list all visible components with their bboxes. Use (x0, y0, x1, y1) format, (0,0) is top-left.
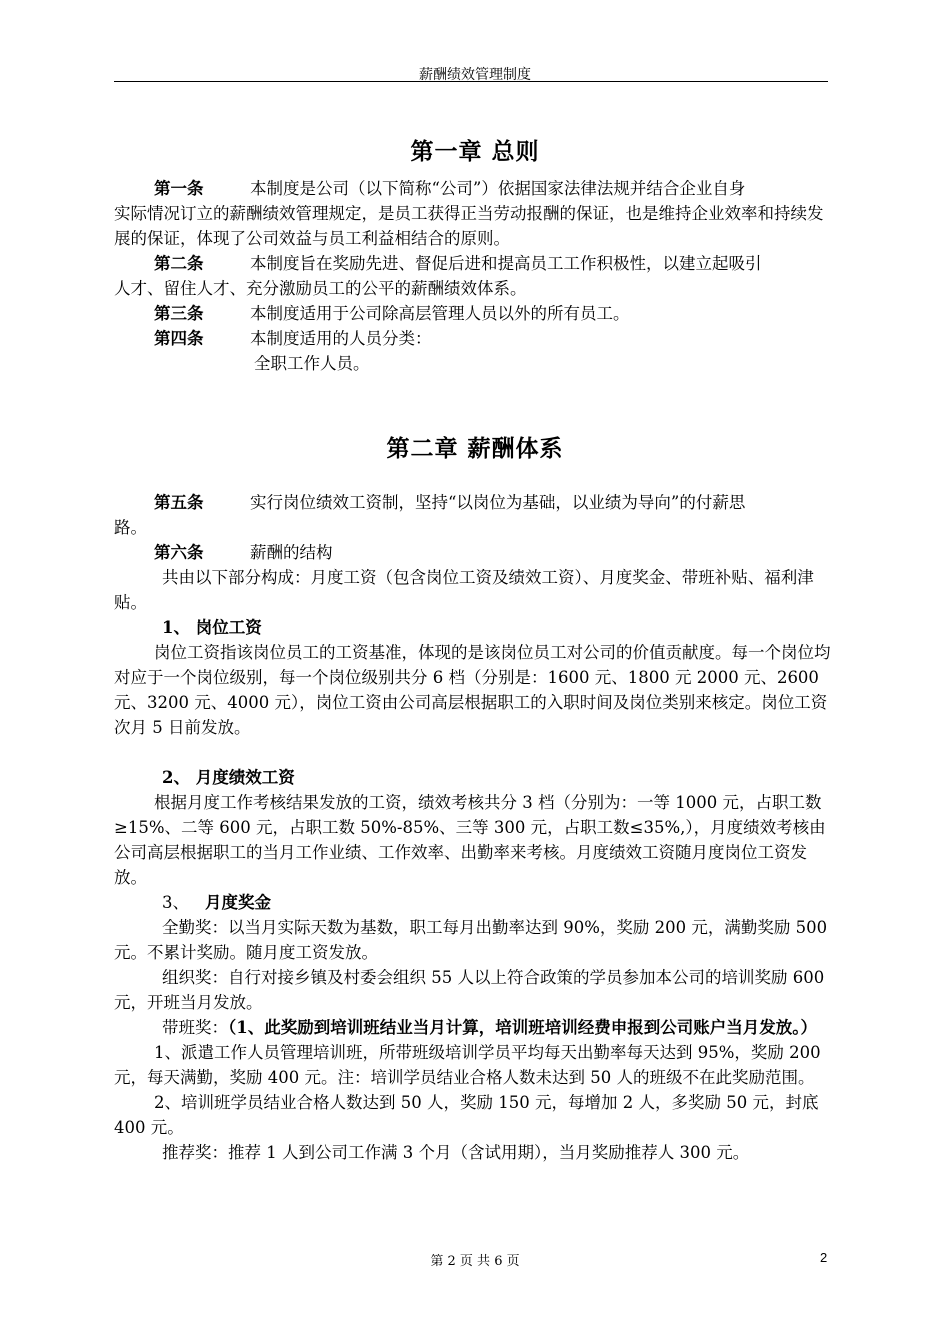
lead-class-rule-1: 1、派遣工作人员管理培训班，所带班级培训学员平均每天出勤率每天达到 95%，奖励 200 元，每天满勤，奖励 400 元。注：培训学员结业合格人数未达到 50 人的班级不在此奖励范围。 (114, 1043, 821, 1087)
article-1-line1: 本制度是公司（以下简称“公司”）依据国家法律法规并结合企业自身 (250, 179, 746, 198)
article-2-label: 第二条 (154, 254, 204, 273)
article-4 (114, 326, 836, 376)
article-5-line1: 实行岗位绩效工资制，坚持“以岗位为基础，以业绩为导向”的付薪思 (250, 493, 746, 512)
article-3 (114, 301, 836, 326)
article-6-text: 薪酬的结构 (250, 543, 333, 562)
lead-class-bonus-label: 带班奖： (162, 1018, 228, 1037)
article-2 (114, 251, 836, 301)
section-2 (114, 765, 836, 890)
page-header-title: 薪酬绩效管理制度 (419, 67, 531, 83)
article-6-desc: 共由以下部分构成：月度工资（包含岗位工资及绩效工资）、月度奖金、带班补贴、福利津贴。 (114, 568, 814, 612)
section-1-title: 1、 岗位工资 (162, 618, 262, 637)
full-attendance-bonus: 全勤奖：以当月实际天数为基数，职工每月出勤率达到 90%，奖励 200 元，满勤奖励 500 元。不累计奖励。随月度工资发放。 (114, 918, 828, 962)
article-4-item: 全职工作人员。 (254, 354, 370, 373)
section-1-text: 岗位工资指该岗位员工的工资基准，体现的是该岗位员工对公司的价值贡献度。每一个岗位均对应于一个岗位级别，每一个岗位级别共分 6 档（分别是：1600 元、1800 元 2000 元、2600 元、3200 元、4000 元），岗位工资由公司高层根据职工的入职时间及岗位类别来核定。岗位工资次月 5 日前发放。 (114, 643, 831, 737)
section-2-title: 2、 月度绩效工资 (162, 768, 295, 787)
article-1 (114, 176, 836, 251)
article-1-rest: 实际情况订立的薪酬绩效管理规定，是员工获得正当劳动报酬的保证，也是维持企业效率和持续发展的保证，体现了公司效益与员工利益相结合的原则。 (114, 204, 824, 248)
article-5-rest: 路。 (114, 518, 147, 537)
footer-page-number: 2 (820, 1250, 828, 1265)
referral-bonus: 推荐奖：推荐 1 人到公司工作满 3 个月（含试用期），当月奖励推荐人 300 元。 (162, 1143, 750, 1162)
chapter-2-title: 第二章 薪酬体系 (386, 435, 564, 462)
lead-class-bonus (114, 1015, 836, 1040)
section-3-number: 3、 (162, 893, 189, 912)
lead-class-rule-2: 2、培训班学员结业合格人数达到 50 人，奖励 150 元，每增加 2 人，多奖励 50 元，封底 400 元。 (114, 1093, 819, 1137)
article-6 (114, 540, 836, 615)
section-3-title: 月度奖金 (205, 893, 271, 912)
section-1 (114, 615, 836, 740)
chapter-1-title: 第一章 总则 (410, 138, 540, 165)
section-2-text: 根据月度工作考核结果发放的工资，绩效考核共分 3 档（分别为：一等 1000 元，占职工数≥15%、二等 600 元，占职工数 50%-85%、三等 300 元，占职工数≤35%,），月度绩效考核由公司高层根据职工的当月工作业绩、工作效率、出勤率来考核。月度绩效工资随月度岗位工资发放。 (114, 793, 826, 887)
article-4-label: 第四条 (154, 329, 204, 348)
article-6-label: 第六条 (154, 543, 204, 562)
article-1-label: 第一条 (154, 179, 204, 198)
article-5 (114, 490, 836, 540)
article-2-rest: 人才、留住人才、充分激励员工的公平的薪酬绩效体系。 (114, 279, 527, 298)
article-3-label: 第三条 (154, 304, 204, 323)
article-4-text: 本制度适用的人员分类： (250, 329, 432, 348)
organize-bonus: 组织奖：自行对接乡镇及村委会组织 55 人以上符合政策的学员参加本公司的培训奖励 600 元，开班当月发放。 (114, 968, 825, 1012)
article-3-text: 本制度适用于公司除高层管理人员以外的所有员工。 (250, 304, 630, 323)
article-2-line1: 本制度旨在奖励先进、督促后进和提高员工工作积极性，以建立起吸引 (250, 254, 762, 273)
header-divider (114, 81, 828, 82)
section-3 (114, 890, 836, 1165)
footer-page-info: 第 2 页 共 6 页 (430, 1254, 520, 1269)
lead-class-bonus-note: （1、此奖励到培训班结业当月计算，培训班培训经费申报到公司账户当月发放。） (228, 1018, 817, 1037)
article-5-label: 第五条 (154, 493, 204, 512)
